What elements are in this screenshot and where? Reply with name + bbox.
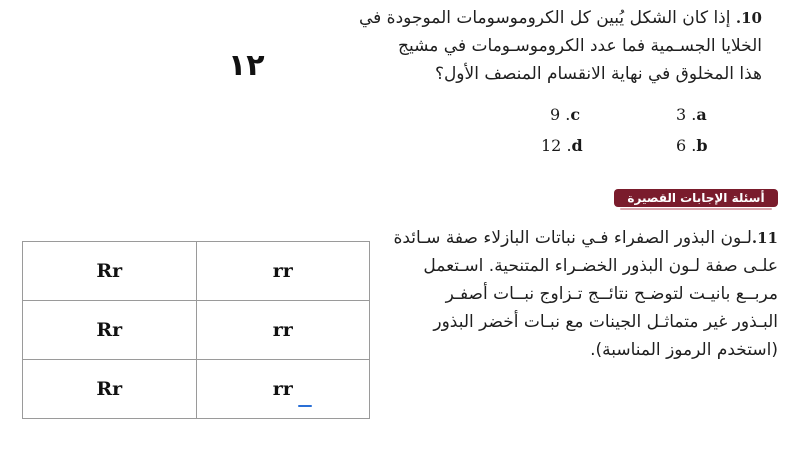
table-cell: Rr	[23, 242, 197, 301]
question-11-text	[358, 224, 778, 364]
question-10-number: 10.	[735, 9, 762, 27]
table-row	[23, 242, 370, 301]
table-cell: rr	[196, 360, 370, 419]
choice-b: 6 .b	[676, 136, 708, 155]
table-row	[23, 360, 370, 419]
table-cell: rr	[196, 242, 370, 301]
table-cell: rr	[196, 301, 370, 360]
question-10-line-2: الخلايا الجسـمية فما عدد الكروموسـومات في مشيج	[398, 36, 762, 56]
question-11-line-4: البـذور غير متماثـل الجينات مع نبـات أخضر البذور	[433, 312, 778, 332]
question-10-text	[342, 4, 762, 88]
punnett-square-table	[22, 241, 370, 419]
choice-c: 9 .c	[550, 105, 581, 124]
question-10-line-1: 10. إذا كان الشكل يُبين كل الكروموسومات الموجودة في	[358, 8, 762, 28]
choice-d: 12 .d	[541, 136, 583, 155]
choice-a: 3 .a	[676, 105, 707, 124]
table-row	[23, 301, 370, 360]
question-11-number: 11.	[751, 229, 778, 247]
question-11-line-1: 11.لـون البذور الصفراء فـي نباتات البازلاء صفة سـائدة	[393, 228, 778, 248]
table-cell: Rr	[23, 301, 197, 360]
section-header-short-answers: أسئلة الإجابات القصيرة	[614, 189, 778, 207]
question-11-line-2: علـى صفة لـون البذور الخضـراء المتنحية. اسـتعمل	[423, 256, 778, 276]
handwritten-answer: ١٢	[228, 48, 265, 83]
question-11-line-3: مربــع بانيـت لتوضـح نتائــج تـزاوج نبــات أصفـر	[445, 284, 778, 304]
question-11-line-5: (استخدم الرموز المناسبة).	[590, 340, 778, 360]
table-cell: Rr	[23, 360, 197, 419]
question-10-line-3: هذا المخلوق في نهاية الانقسام المنصف الأول؟	[434, 64, 762, 84]
pen-mark	[298, 405, 312, 407]
